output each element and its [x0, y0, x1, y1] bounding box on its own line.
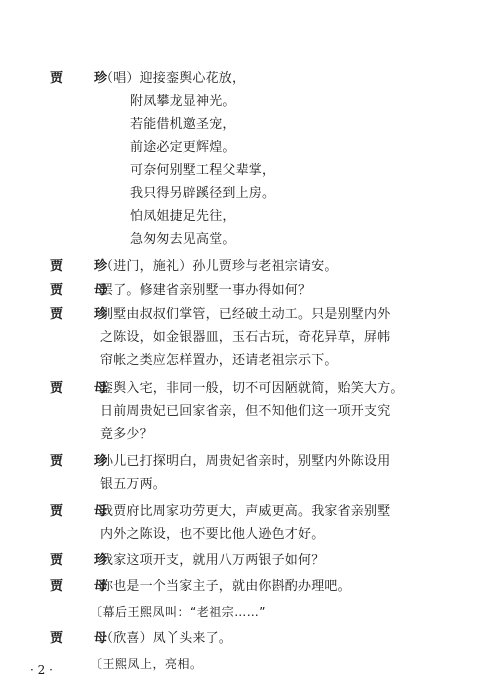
dialogue-continuation: 可奈何别墅工程父辈掌， [130, 163, 276, 178]
dialogue-line: 罢了。修建省亲别墅一事办得如何？ [100, 283, 312, 298]
dialogue-line: 别墅由叔叔们掌管，已经破土动工。只是别墅内外 [100, 307, 391, 322]
speaker-name: 贾 母 [50, 381, 117, 396]
page-number: · 2 · [30, 663, 53, 677]
speaker-name: 贾 母 [50, 504, 117, 519]
dialogue-continuation: 帘帐之类应怎样置办，还请老祖宗示下。 [100, 353, 338, 368]
dialogue-line: 你也是一个当家主子，就由你斟酌办理吧。 [100, 579, 351, 594]
dialogue-continuation: 我只得另辟蹊径到上房。 [130, 186, 276, 201]
dialogue-line: （进门，施礼）孙儿贾珍与老祖宗请安。 [100, 259, 338, 274]
dialogue-line: （欣喜）凤丫头来了。 [100, 631, 233, 646]
dialogue-continuation: 怕凤姐捷足先往， [130, 209, 236, 224]
dialogue-continuation: 日前周贵妃已回家省亲，但不知他们这一项开支究 [100, 404, 391, 419]
speaker-name: 贾 母 [50, 283, 117, 298]
speaker-name: 贾 珍 [50, 71, 117, 86]
dialogue-line: 我贾府比周家功劳更大，声威更高。我家省亲别墅 [100, 504, 391, 519]
speaker-name: 贾 珍 [50, 259, 117, 274]
dialogue-continuation: 若能借机邀圣宠， [130, 117, 236, 132]
speaker-name: 贾 母 [50, 631, 117, 646]
dialogue-continuation: 急匆匆去见高堂。 [130, 232, 236, 247]
dialogue-line: （唱）迎接銮舆心花放， [100, 71, 246, 86]
dialogue-continuation: 竟多少？ [100, 427, 153, 442]
speaker-name: 贾 珍 [50, 454, 117, 469]
stage-direction: 〔王熙凤上，亮相。 [90, 657, 203, 671]
dialogue-continuation: 内外之陈设，也不要比他人逊色才好。 [100, 527, 325, 542]
speaker-name: 贾 珍 [50, 553, 117, 568]
dialogue-line: 銮舆入宅，非同一般，切不可因陋就简，贻笑大方。 [100, 381, 404, 396]
dialogue-continuation: 银五万两。 [100, 477, 167, 492]
dialogue-line: 孙儿已打探明白，周贵妃省亲时，别墅内外陈设用 [100, 454, 391, 469]
dialogue-continuation: 附凤攀龙显神光。 [130, 94, 236, 109]
speaker-name: 贾 母 [50, 579, 117, 594]
dialogue-line: 我家这项开支，就用八万两银子如何？ [100, 553, 325, 568]
speaker-name: 贾 珍 [50, 307, 117, 322]
dialogue-continuation: 前途必定更辉煌。 [130, 140, 236, 155]
dialogue-continuation: 之陈设，如金银器皿，玉石古玩，奇花异草，屏帏 [100, 330, 391, 345]
stage-direction: 〔幕后王熙凤叫：“老祖宗……” [90, 605, 266, 619]
